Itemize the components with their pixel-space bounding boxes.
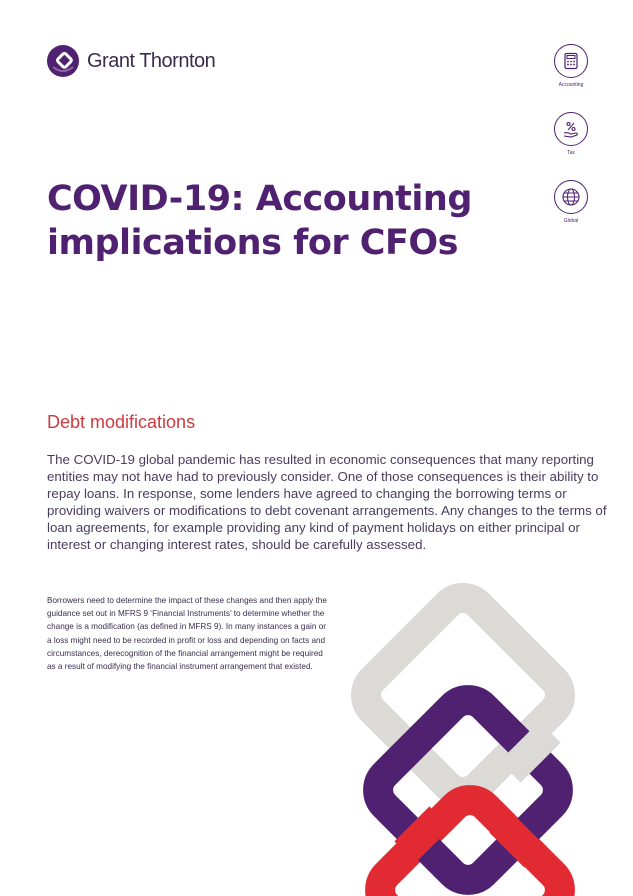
section-heading: Debt modifications xyxy=(47,412,196,432)
globe-icon xyxy=(554,180,588,214)
page-title: COVID-19: Accounting implications for CFOs xyxy=(47,179,472,263)
grant-thornton-logo xyxy=(47,45,215,77)
calculator-icon xyxy=(554,44,588,78)
service-tax[interactable] xyxy=(551,112,591,156)
service-label: Tax xyxy=(567,150,575,156)
brand-name: Grant Thornton xyxy=(87,49,216,72)
service-global[interactable] xyxy=(551,180,591,224)
percent-hand-icon xyxy=(554,112,588,146)
interlocking-diamonds-graphic xyxy=(310,560,633,896)
grant-thornton-logo-mark xyxy=(47,45,79,77)
service-label: Global xyxy=(563,218,579,224)
body-paragraph: Borrowers need to determine the impact of these changes and then apply the guidance set out in MFRS 9 ‘Financial Instruments’ to determine whether the change is a modification (as defined in MFRS 9). In many instances a gain or a loss might need to be recorded in profit or loss and depending on facts and circumstances, derecognition of the financial arrangement might be required as a result of modifying the financial instrument arrangement that existed. xyxy=(47,596,327,672)
service-label: Accounting xyxy=(558,82,584,88)
intro-paragraph: The COVID-19 global pandemic has resulted in economic consequences that many reporting entities may not have had to previously consider. One of those consequences is their ability to repay loans. In response, some lenders have agreed to changing the borrowing terms or providing waivers or modifications to debt covenant arrangements. Any changes to the terms of loan agreements, for example providing any kind of payment holidays on either principal or interest or changing interest rates, should be carefully assessed. xyxy=(47,452,607,552)
service-accounting[interactable] xyxy=(551,44,591,88)
